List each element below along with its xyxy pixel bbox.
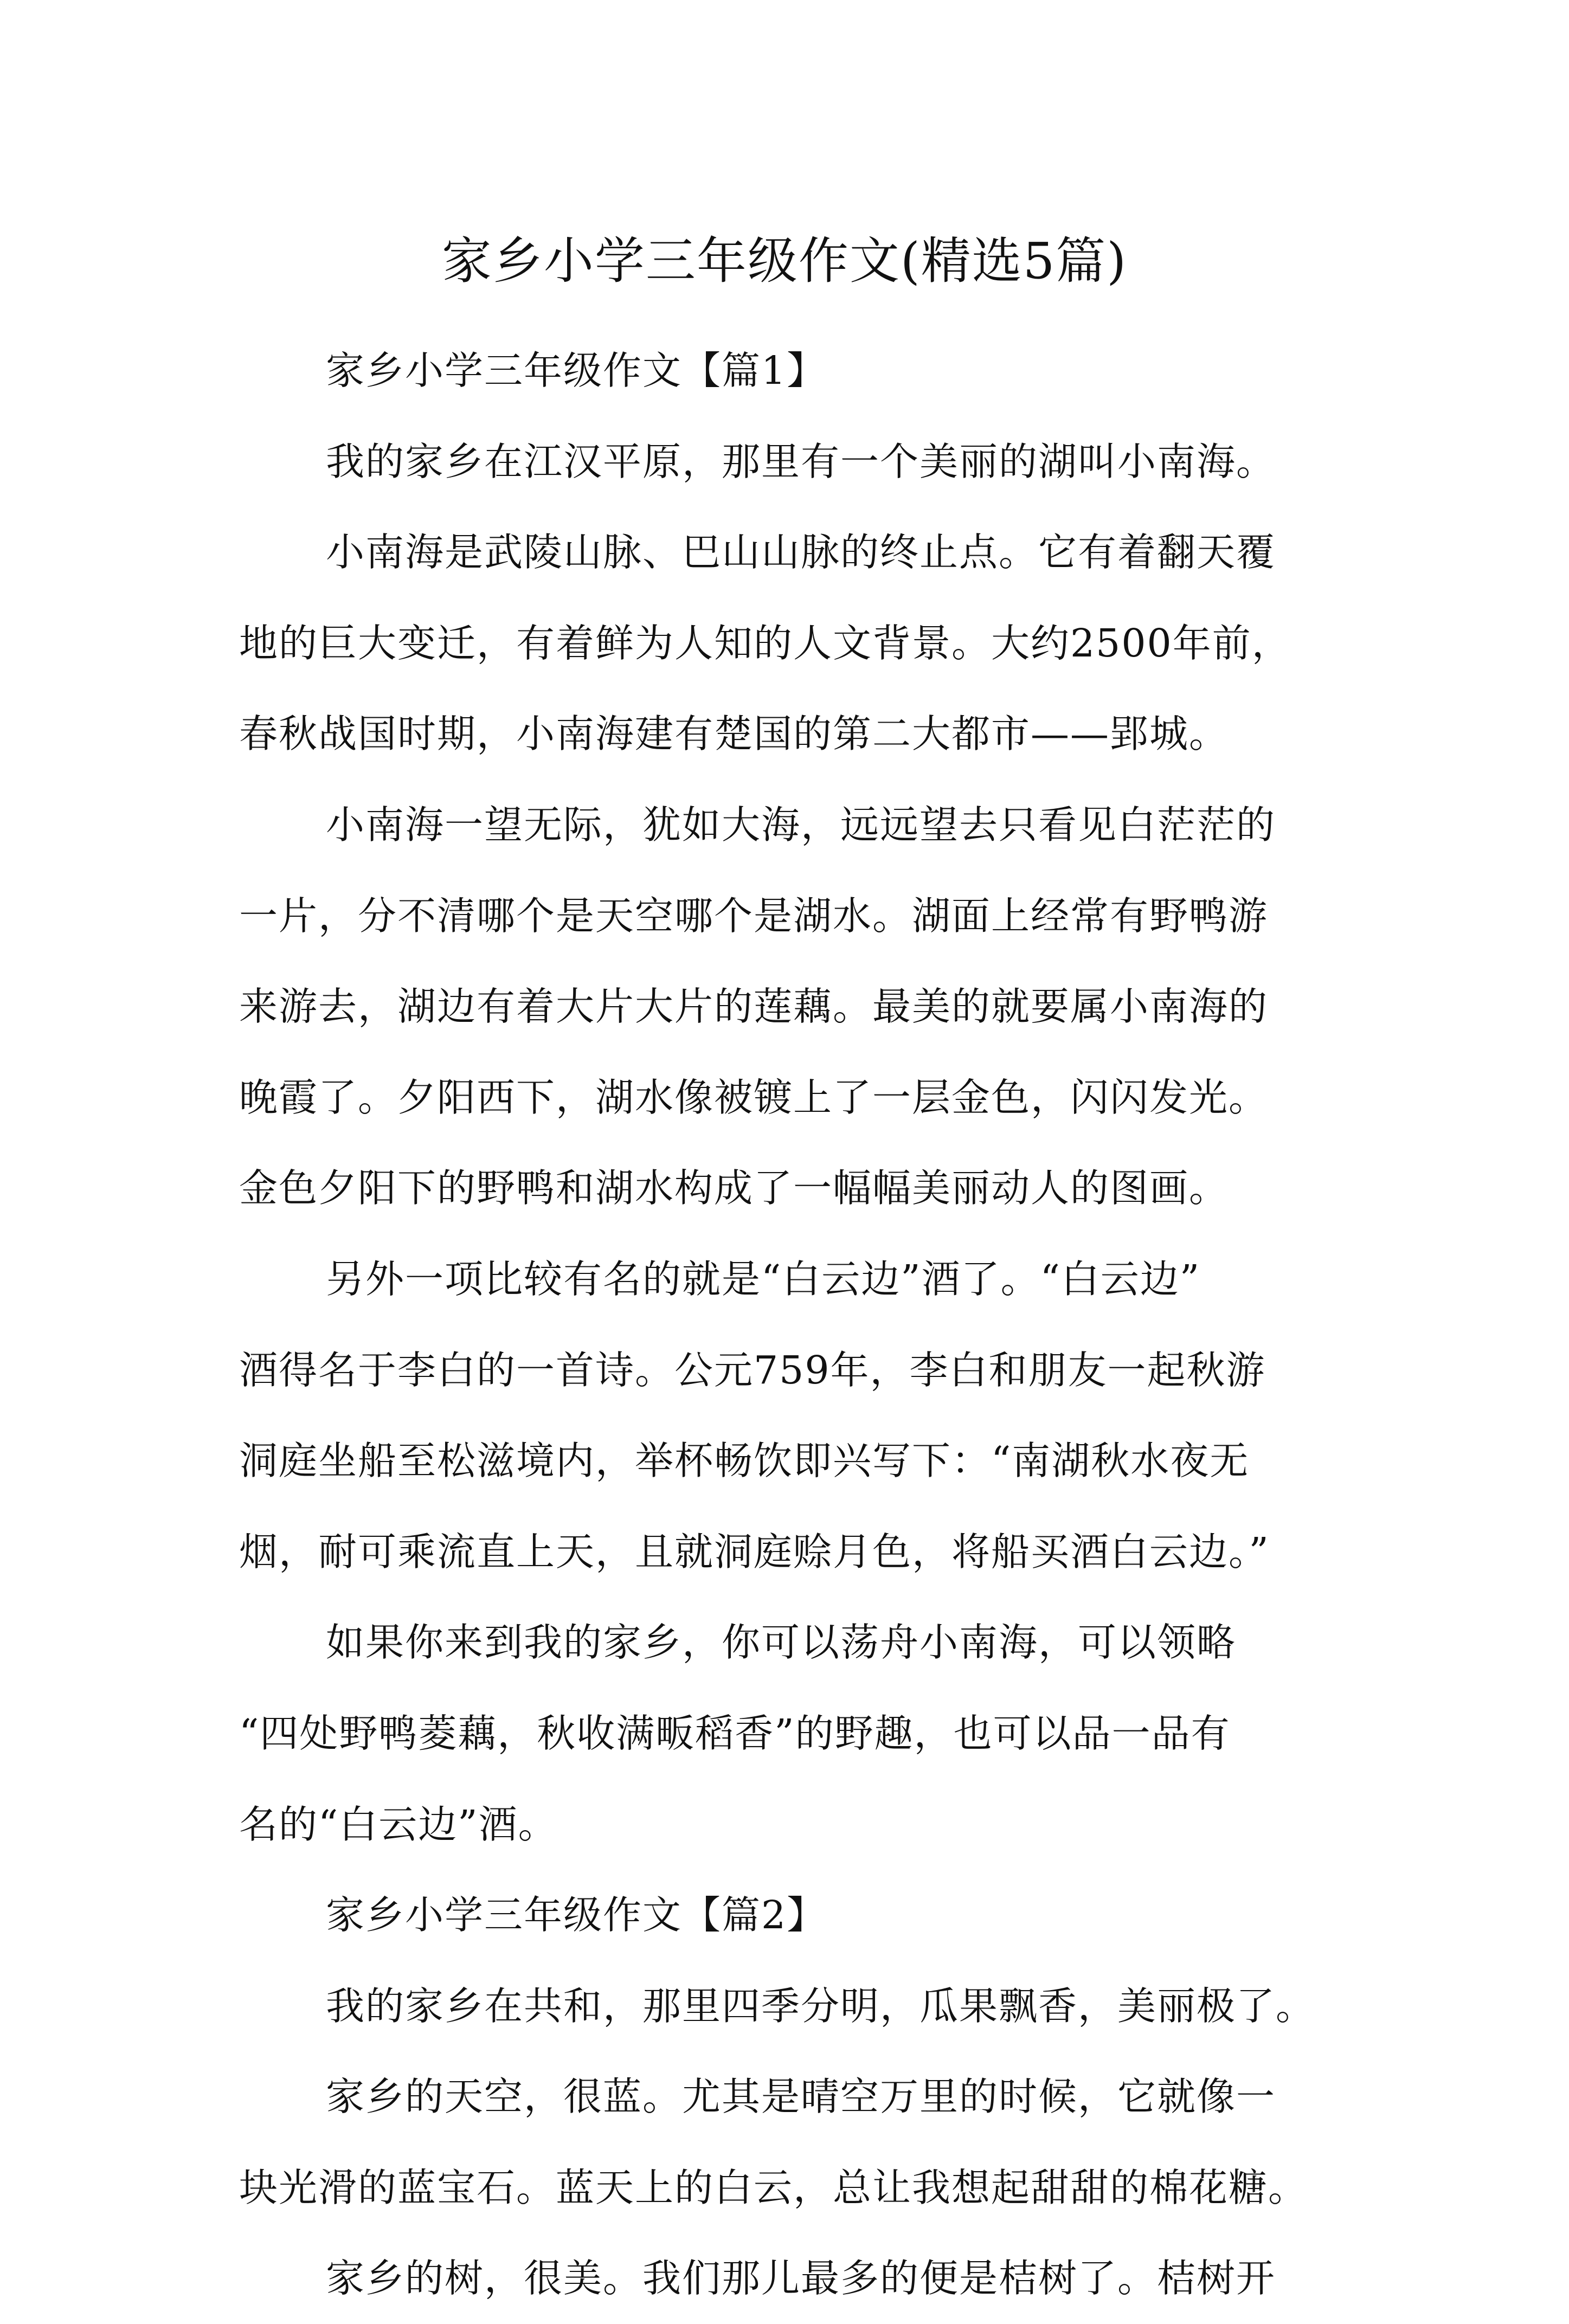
- paragraph-line: “四处野鸭菱藕，秋收满畈稻香”的野趣，也可以品一品有: [239, 1710, 1231, 1756]
- section-heading-1: 家乡小学三年级作文【篇1】: [326, 348, 827, 393]
- paragraph-line: 晚霞了。夕阳西下，湖水像被镀上了一层金色，闪闪发光。: [239, 1074, 1269, 1120]
- paragraph-line: 家乡的树，很美。我们那儿最多的便是桔树了。桔树开: [326, 2256, 1276, 2301]
- paragraph-line: 酒得名于李白的一首诗。公元759年，李白和朋友一起秋游: [239, 1347, 1266, 1393]
- paragraph-line: 一片，分不清哪个是天空哪个是湖水。湖面上经常有野鸭游: [239, 893, 1269, 938]
- paragraph-line: 小南海一望无际，犹如大海，远远望去只看见白茫茫的: [326, 802, 1276, 847]
- paragraph-line: 地的巨大变迁，有着鲜为人知的人文背景。大约2500年前，: [239, 620, 1291, 666]
- paragraph-line: 家乡的天空，很蓝。尤其是晴空万里的时候，它就像一: [326, 2074, 1276, 2120]
- paragraph-line: 块光滑的蓝宝石。蓝天上的白云，总让我想起甜甜的棉花糖。: [239, 2165, 1308, 2210]
- document-title: 家乡小学三年级作文(精选5篇): [441, 231, 1128, 290]
- paragraph-line: 我的家乡在江汉平原，那里有一个美丽的湖叫小南海。: [326, 439, 1276, 484]
- paragraph-line: 来游去，湖边有着大片大片的莲藕。最美的就要属小南海的: [239, 984, 1269, 1029]
- paragraph-line: 如果你来到我的家乡，你可以荡舟小南海，可以领略: [326, 1620, 1237, 1665]
- paragraph-line: 另外一项比较有名的就是“白云边”酒了。“白云边”: [326, 1256, 1201, 1302]
- paragraph-line: 烟，耐可乘流直上天，且就洞庭赊月色，将船买酒白云边。”: [239, 1529, 1270, 1574]
- section-heading-2: 家乡小学三年级作文【篇2】: [326, 1892, 827, 1938]
- paragraph-line: 名的“白云边”酒。: [239, 1801, 558, 1847]
- document-body: [239, 325, 1340, 2324]
- paragraph-line: 小南海是武陵山脉、巴山山脉的终止点。它有着翻天覆: [326, 530, 1276, 575]
- paragraph-line: 金色夕阳下的野鸭和湖水构成了一幅幅美丽动人的图画。: [239, 1166, 1229, 1211]
- paragraph-line: 春秋战国时期，小南海建有楚国的第二大都市——郢城。: [239, 711, 1229, 757]
- paragraph-line: 洞庭坐船至松滋境内，举杯畅饮即兴写下：“南湖秋水夜无: [239, 1438, 1250, 1484]
- paragraph-line: 我的家乡在共和，那里四季分明，瓜果飘香，美丽极了。: [326, 1983, 1316, 2029]
